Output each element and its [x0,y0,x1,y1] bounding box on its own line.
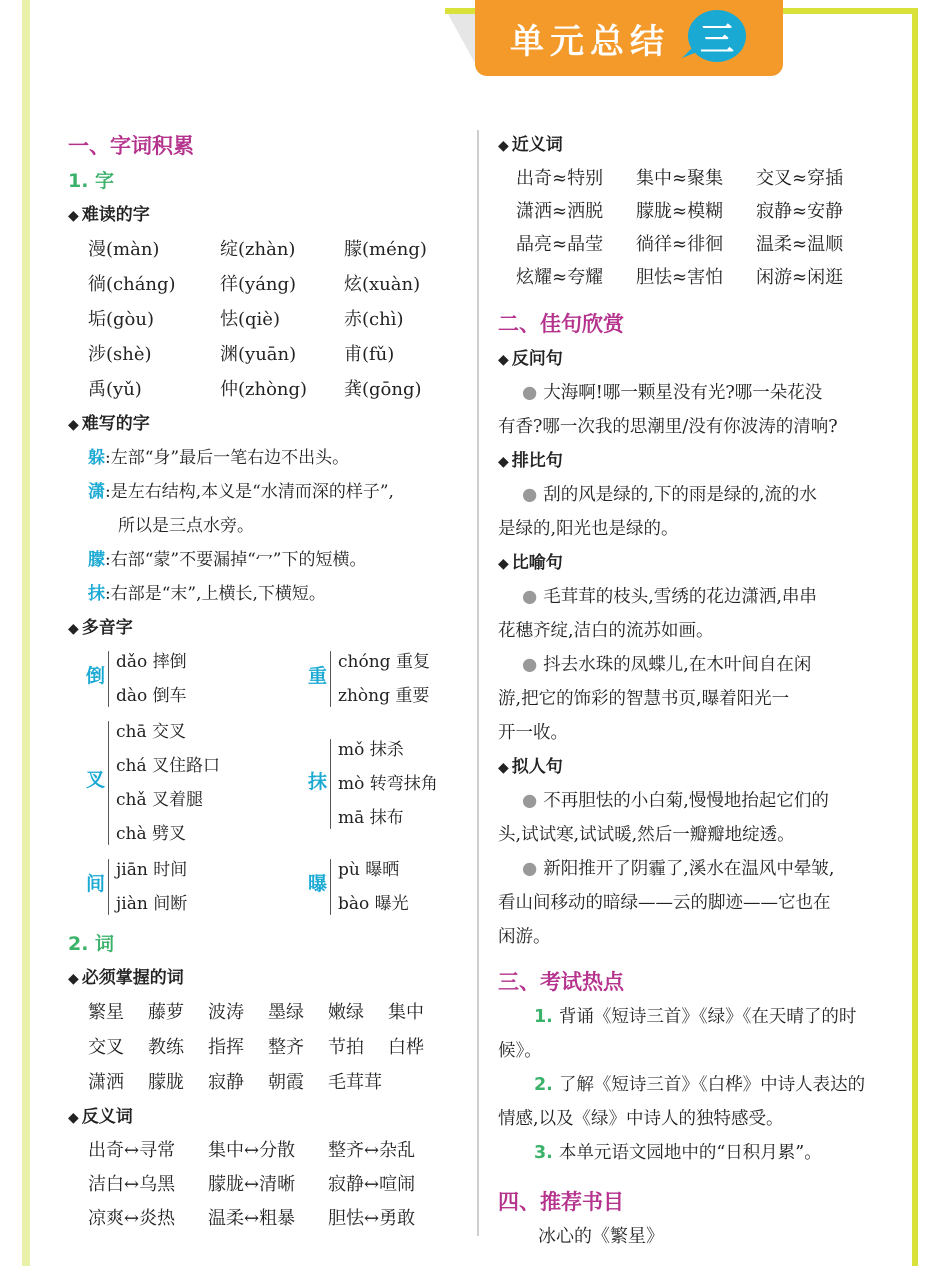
synonym-heading: ◆ 近义词 [498,135,563,155]
must-words-row: 潇洒 朦胧 寂静 朝霞 毛茸茸 [88,1072,382,1093]
subsection-words: 2. 词 [68,933,115,955]
hard-read-item: 怯(qiè) [220,309,280,330]
must-words-row: 交叉 教练 指挥 整齐 节拍 白桦 [88,1037,424,1058]
exam-point: 2. 了解《短诗三首》《白桦》中诗人表达的 情感,以及《绿》中诗人的独特感受。 [498,1075,866,1129]
hard-read-item: 赤(chì) [344,309,404,330]
synonym-row: 出奇≈特别 集中≈聚集 交叉≈穿插 [516,168,844,189]
section-title-sentences: 二、佳句欣赏 [498,312,624,336]
hard-write-note-cont: 所以是三点水旁。 [118,516,254,536]
right-border [912,8,918,1266]
sentence-paragraph: ● 毛茸茸的枝头,雪绣的花边潇洒,串串 花穗齐绽,洁白的流苏如画。 [498,587,817,641]
must-words-heading: ◆ 必须掌握的词 [68,968,184,988]
synonym-row: 炫耀≈夸耀 胆怯≈害怕 闲游≈闲逛 [516,267,844,288]
hard-read-item: 漫(màn) [88,239,160,260]
antonym-row: 凉爽↔炎热 温柔↔粗暴 胆怯↔勇敢 [88,1208,416,1229]
subsection-characters: 1. 字 [68,170,115,192]
diamond-icon: ◆ [68,1110,79,1126]
hard-read-item: 徜(cháng) [88,274,176,295]
hard-read-item: 甫(fǔ) [344,344,395,365]
diamond-icon: ◆ [498,138,509,154]
hard-read-item: 禹(yǔ) [88,379,142,400]
sentence-paragraph: ● 不再胆怯的小白菊,慢慢地抬起它们的 头,试试寒,试试暖,然后一瓣瓣地绽透。 [498,791,829,845]
right-column [498,128,894,1254]
column-divider [477,130,479,1236]
diamond-icon: ◆ [68,417,79,433]
hard-write-heading: ◆ 难写的字 [68,414,150,434]
hard-write-note: 潇:是左右结构,本义是“水清而深的样子”, [88,482,394,502]
diamond-icon: ◆ [68,208,79,224]
rhetorical-heading: ◆ 反问句 [498,349,563,369]
left-column [68,128,468,1236]
sentence-paragraph: ● 抖去水珠的凤蝶儿,在木叶间自在闲 游,把它的饰彩的智慧书页,曝着阳光一 开一收。 [498,655,812,743]
sentence-paragraph: ● 大海啊!哪一颗星没有光?哪一朵花没 有香?哪一次我的思潮里/没有你波涛的清响? [498,383,838,437]
synonym-row: 晶亮≈晶莹 徜徉≈徘徊 温柔≈温顺 [516,234,844,255]
section-title-books: 四、推荐书目 [498,1190,624,1214]
hard-write-note: 朦:右部“蒙”不要漏掉“冖”下的短横。 [88,550,367,570]
diamond-icon: ◆ [498,352,509,368]
parallel-heading: ◆ 排比句 [498,451,563,471]
exam-point: 3. 本单元语文园地中的“日积月累”。 [534,1143,822,1163]
diamond-icon: ◆ [68,621,79,637]
section-title-vocab: 一、字词积累 [68,134,194,158]
hard-write-note: 抹:右部是“末”,上横长,下横短。 [88,584,326,604]
hard-read-item: 涉(shè) [88,344,152,365]
left-border [22,0,30,1266]
hard-read-item: 渊(yuān) [220,344,297,365]
hard-read-item: 炫(xuàn) [344,274,421,295]
hard-read-item: 绽(zhàn) [220,239,296,260]
diamond-icon: ◆ [498,556,509,572]
hard-read-item: 仲(zhòng) [220,379,308,400]
sentence-paragraph: ● 新阳推开了阴霾了,溪水在温风中晕皱, 看山间移动的暗绿——云的脚迹——它也在 闲游。 [498,859,835,947]
antonym-row: 出奇↔寻常 集中↔分散 整齐↔杂乱 [88,1140,416,1161]
must-words-row: 繁星 藤萝 波涛 墨绿 嫩绿 集中 [88,1002,424,1023]
hard-read-item: 徉(yáng) [220,274,297,295]
hard-read-heading: ◆ 难读的字 [68,205,150,225]
recommended-book: 冰心的《繁星》 [538,1226,664,1247]
hard-read-grid [88,232,468,407]
diamond-icon: ◆ [68,971,79,987]
section-title-exam: 三、考试热点 [498,970,624,994]
hard-write-note: 躲:左部“身”最后一笔右边不出头。 [88,448,350,468]
antonym-row: 洁白↔乌黑 朦胧↔清晰 寂静↔喧闹 [88,1174,416,1195]
diamond-icon: ◆ [498,454,509,470]
exam-point: 1. 背诵《短诗三首》《绿》《在天晴了的时 候》。 [498,1007,857,1061]
hard-read-item: 垢(gòu) [88,309,154,330]
synonym-row: 潇洒≈洒脱 朦胧≈模糊 寂静≈安静 [516,201,844,222]
sentence-paragraph: ● 刮的风是绿的,下的雨是绿的,流的水 是绿的,阳光也是绿的。 [498,485,817,539]
banner-title: 单元总结 [510,21,670,62]
simile-heading: ◆ 比喻句 [498,553,563,573]
hard-read-item: 龚(gōng) [344,379,422,400]
diamond-icon: ◆ [498,760,509,776]
personification-heading: ◆ 拟人句 [498,757,563,777]
polyphone-heading: ◆ 多音字 [68,618,133,638]
unit-number-bubble: 三 [688,10,746,62]
polyphone-block: 倒 dǎo 摔倒 dào 倒车 重 chóng 重复 zhòng 重要 叉 chā 交叉 chá 叉住路口 chǎ 叉着腿 chà 劈叉 抹 mǒ 抹杀 mò 转弯抹角 mā 抹布 间 jiān 时间 jiàn 间断 曝 pù 曝晒 bào 曝光 [86,652,438,914]
hard-read-item: 朦(méng) [344,239,427,260]
antonym-heading: ◆ 反义词 [68,1107,133,1127]
